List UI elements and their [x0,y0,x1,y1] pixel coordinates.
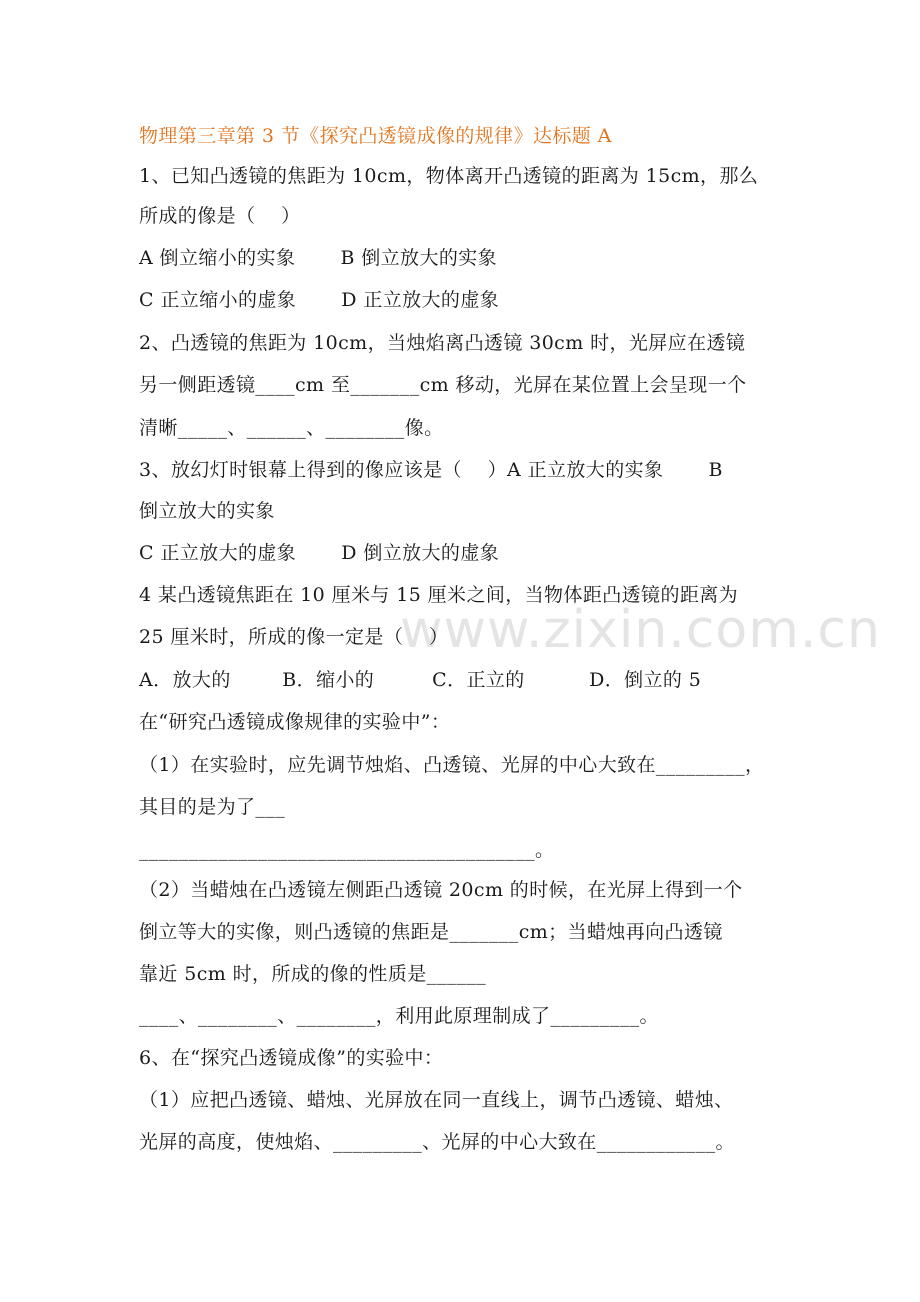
question-3-line-1: 3、放幻灯时银幕上得到的像应该是（ ）A 正立放大的实象 B [139,459,723,481]
question-1-line-1: 1、已知凸透镜的焦距为 10cm，物体离开凸透镜的距离为 15cm，那么 [139,165,759,187]
question-5-part-2-line-3: 靠近 5cm 时，所成的像的性质是______ [139,963,487,985]
question-5-intro: 在“研究凸透镜成像规律的实验中”： [139,711,451,733]
question-5-part-1-line-2: 其目的是为了___ [139,796,286,818]
question-1-options-cd: C 正立缩小的虚象 D 正立放大的虚象 [139,289,500,311]
question-6-intro: 6、在“探究凸透镜成像”的实验中： [139,1047,444,1069]
question-1-line-2: 所成的像是（ ） [139,205,301,227]
question-4-line-1: 4 某凸透镜焦距在 10 厘米与 15 厘米之间，当物体距凸透镜的距离为 [139,584,739,606]
question-2-line-3: 清晰_____、______、________像。 [139,417,444,439]
question-3-options-cd: C 正立放大的虚象 D 倒立放大的虚象 [139,542,500,564]
question-5-part-1-line-1: （1）在实验时，应先调节烛焰、凸透镜、光屏的中心大致在_________， [139,754,765,776]
question-5-part-2-line-2: 倒立等大的实像，则凸透镜的焦距是_______cm；当蜡烛再向凸透镜 [139,921,723,943]
question-5-part-2-line-1: （2）当蜡烛在凸透镜左侧距凸透镜 20cm 的时候，在光屏上得到一个 [139,879,743,901]
question-6-part-1-line-1: （1）应把凸透镜、蜡烛、光屏放在同一直线上，调节凸透镜、蜡烛、 [139,1089,734,1111]
question-3-line-2: 倒立放大的实象 [139,500,275,522]
question-4-line-2: 25 厘米时，所成的像一定是（ ） [139,626,449,648]
question-2-line-2: 另一侧距透镜____cm 至_______cm 移动，光屏在某位置上会呈现一个 [139,374,747,396]
question-5-part-2-line-4: ____、________、________，利用此原理制成了_________。 [139,1005,659,1027]
document-title: 物理第三章第 3 节《探究凸透镜成像的规律》达标题 A [139,125,612,147]
question-2-line-1: 2、凸透镜的焦距为 10cm，当烛焰离凸透镜 30cm 时，光屏应在透镜 [139,332,746,354]
watermark: www.zixin.com.cn [400,600,881,660]
question-4-options: A．放大的 B．缩小的 C．正立的 D．倒立的 5 [139,669,702,691]
question-1-options-ab: A 倒立缩小的实象 B 倒立放大的实象 [139,247,498,269]
question-6-part-1-line-2: 光屏的高度，使烛焰、_________、光屏的中心大致在____________。 [139,1131,735,1153]
question-5-part-1-answer-line: ________________________________________。 [139,839,555,861]
